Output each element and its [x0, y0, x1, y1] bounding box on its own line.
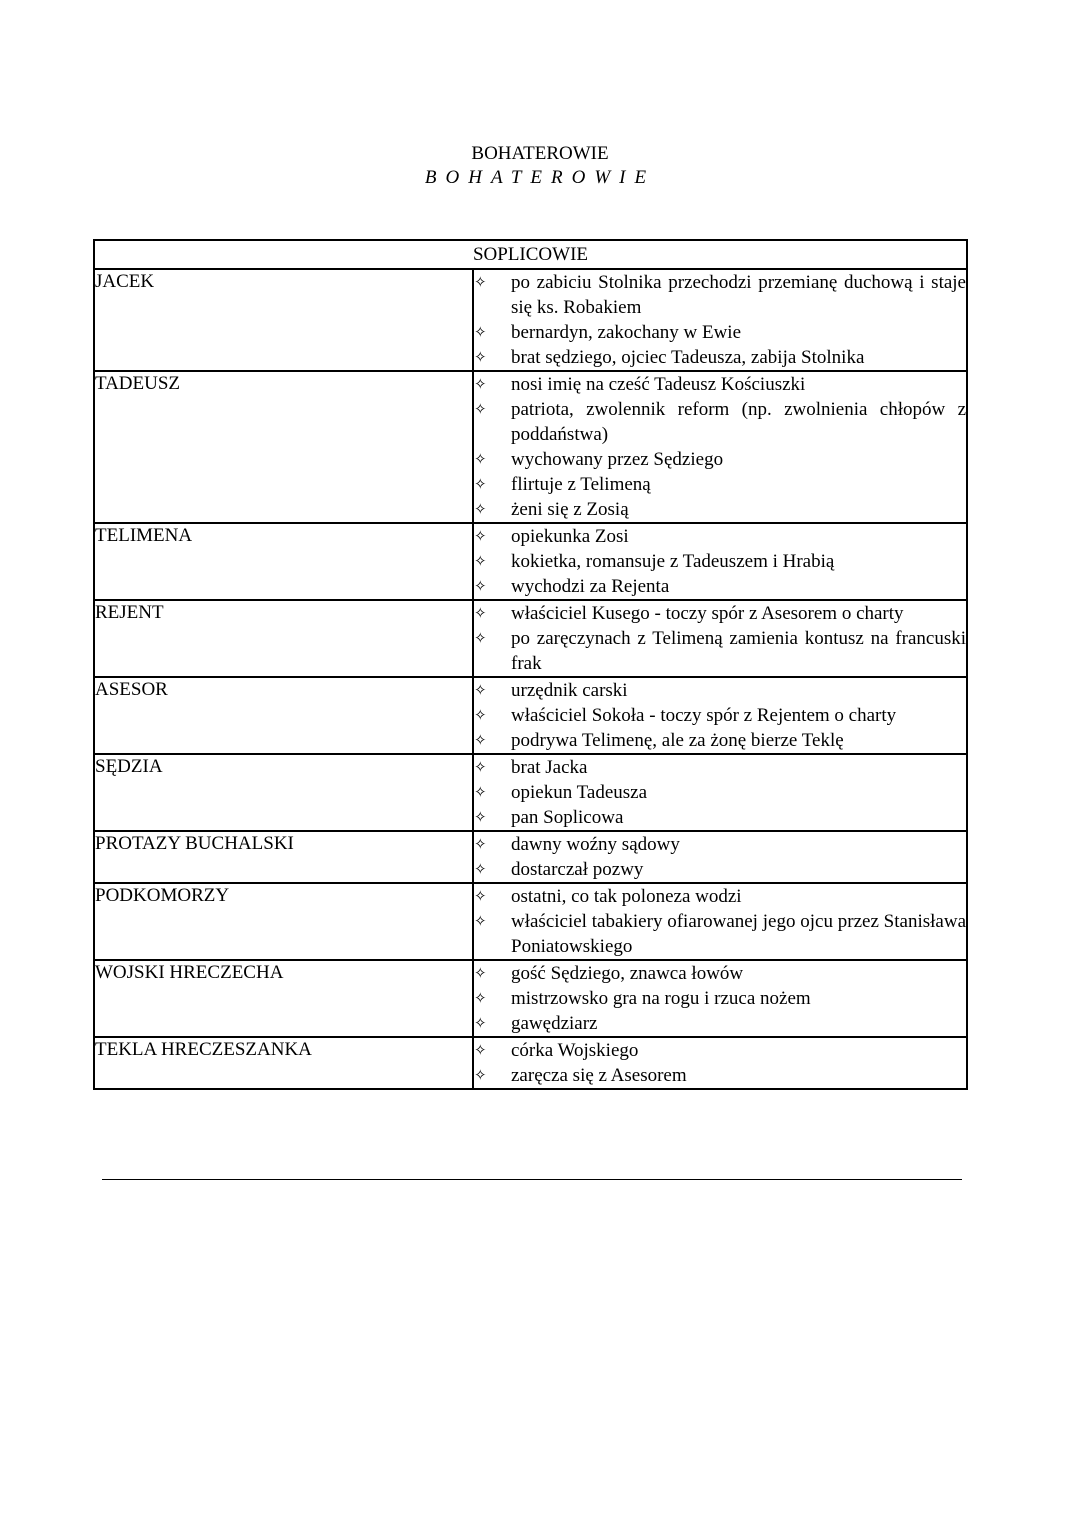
trait-item — [474, 805, 966, 830]
page-title: BOHATEROWIE — [471, 143, 609, 164]
character-description — [473, 831, 967, 883]
four-point-star-icon: ✧ — [474, 912, 487, 930]
character-row — [94, 754, 967, 831]
trait-item — [474, 961, 966, 986]
character-row — [94, 600, 967, 677]
page-subtitle: BOHATEROWIE — [424, 167, 656, 188]
trait-text: ostatni, co tak poloneza wodzi — [511, 886, 742, 907]
trait-list — [474, 270, 966, 370]
trait-text: właściciel Sokoła - toczy spór z Rejentem o charty — [511, 705, 897, 726]
trait-list — [474, 678, 966, 753]
character-row — [94, 960, 967, 1037]
character-row — [94, 523, 967, 600]
character-name: PROTAZY BUCHALSKI — [94, 831, 473, 883]
character-name: TEKLA HRECZESZANKA — [94, 1037, 473, 1089]
trait-text: po zabiciu Stolnika przechodzi przemianę duchową i staje się ks. Robakiem — [511, 272, 966, 318]
four-point-star-icon: ✧ — [474, 1066, 487, 1084]
trait-item — [474, 1038, 966, 1063]
trait-list — [474, 372, 966, 522]
character-description — [473, 1037, 967, 1089]
four-point-star-icon: ✧ — [474, 577, 487, 595]
trait-item — [474, 397, 966, 447]
trait-item — [474, 884, 966, 909]
character-description — [473, 523, 967, 600]
trait-item — [474, 574, 966, 599]
trait-item — [474, 986, 966, 1011]
trait-item — [474, 626, 966, 676]
trait-item — [474, 601, 966, 626]
trait-text: właściciel Kusego - toczy spór z Asesorem o charty — [511, 603, 904, 624]
trait-list — [474, 884, 966, 959]
four-point-star-icon: ✧ — [474, 1014, 487, 1032]
character-name: JACEK — [94, 269, 473, 371]
trait-text: urzędnik carski — [511, 680, 628, 701]
four-point-star-icon: ✧ — [474, 273, 487, 291]
four-point-star-icon: ✧ — [474, 860, 487, 878]
four-point-star-icon: ✧ — [474, 706, 487, 724]
character-name: SĘDZIA — [94, 754, 473, 831]
trait-list — [474, 961, 966, 1036]
trait-list — [474, 601, 966, 676]
trait-item — [474, 678, 966, 703]
character-row — [94, 677, 967, 754]
four-point-star-icon: ✧ — [474, 989, 487, 1007]
section-title: SOPLICOWIE — [94, 240, 967, 269]
trait-item — [474, 1063, 966, 1088]
character-row — [94, 1037, 967, 1089]
four-point-star-icon: ✧ — [474, 527, 487, 545]
trait-text: po zaręczynach z Telimeną zamienia kontusz na francuski frak — [511, 628, 966, 674]
trait-text: zaręcza się z Asesorem — [511, 1065, 687, 1086]
trait-text: brat sędziego, ojciec Tadeusza, zabija Stolnika — [511, 347, 865, 368]
character-name: REJENT — [94, 600, 473, 677]
trait-text: córka Wojskiego — [511, 1040, 639, 1061]
trait-item — [474, 832, 966, 857]
character-row — [94, 831, 967, 883]
trait-text: brat Jacka — [511, 757, 588, 778]
trait-text: opiekunka Zosi — [511, 526, 629, 547]
characters-table-body — [94, 240, 967, 1089]
trait-item — [474, 524, 966, 549]
trait-text: flirtuje z Telimeną — [511, 474, 651, 495]
trait-item — [474, 372, 966, 397]
bottom-divider — [102, 1179, 962, 1180]
four-point-star-icon: ✧ — [474, 475, 487, 493]
character-description — [473, 754, 967, 831]
character-row — [94, 371, 967, 523]
four-point-star-icon: ✧ — [474, 323, 487, 341]
trait-text: mistrzowsko gra na rogu i rzuca nożem — [511, 988, 811, 1009]
trait-text: gawędziarz — [511, 1013, 598, 1034]
trait-item — [474, 497, 966, 522]
trait-item — [474, 909, 966, 959]
four-point-star-icon: ✧ — [474, 400, 487, 418]
character-description — [473, 677, 967, 754]
trait-item — [474, 320, 966, 345]
trait-text: wychowany przez Sędziego — [511, 449, 724, 470]
trait-item — [474, 1011, 966, 1036]
characters-table — [93, 239, 968, 1090]
trait-item — [474, 472, 966, 497]
trait-item — [474, 270, 966, 320]
character-name: WOJSKI HRECZECHA — [94, 960, 473, 1037]
character-name: TADEUSZ — [94, 371, 473, 523]
four-point-star-icon: ✧ — [474, 629, 487, 647]
four-point-star-icon: ✧ — [474, 500, 487, 518]
trait-text: żeni się z Zosią — [511, 499, 629, 520]
four-point-star-icon: ✧ — [474, 964, 487, 982]
trait-text: bernardyn, zakochany w Ewie — [511, 322, 742, 343]
trait-text: gość Sędziego, znawca łowów — [511, 963, 744, 984]
trait-text: podrywa Telimenę, ale za żonę bierze Teklę — [511, 730, 844, 751]
trait-text: właściciel tabakiery ofiarowanej jego ojcu przez Stanisława Poniatowskiego — [511, 911, 966, 957]
trait-text: dawny woźny sądowy — [511, 834, 680, 855]
trait-list — [474, 524, 966, 599]
trait-item — [474, 549, 966, 574]
character-row — [94, 269, 967, 371]
trait-item — [474, 703, 966, 728]
character-name: TELIMENA — [94, 523, 473, 600]
trait-list — [474, 832, 966, 882]
trait-text: patriota, zwolennik reform (np. zwolnienia chłopów z poddaństwa) — [511, 399, 966, 445]
character-description — [473, 371, 967, 523]
character-row — [94, 883, 967, 960]
trait-list — [474, 1038, 966, 1088]
four-point-star-icon: ✧ — [474, 835, 487, 853]
four-point-star-icon: ✧ — [474, 783, 487, 801]
trait-text: nosi imię na cześć Tadeusz Kościuszki — [511, 374, 806, 395]
four-point-star-icon: ✧ — [474, 604, 487, 622]
four-point-star-icon: ✧ — [474, 552, 487, 570]
four-point-star-icon: ✧ — [474, 375, 487, 393]
four-point-star-icon: ✧ — [474, 681, 487, 699]
character-description — [473, 269, 967, 371]
four-point-star-icon: ✧ — [474, 887, 487, 905]
character-name: PODKOMORZY — [94, 883, 473, 960]
trait-text: wychodzi za Rejenta — [511, 576, 670, 597]
trait-item — [474, 780, 966, 805]
trait-item — [474, 447, 966, 472]
trait-text: pan Soplicowa — [511, 807, 624, 828]
trait-text: kokietka, romansuje z Tadeuszem i Hrabią — [511, 551, 835, 572]
four-point-star-icon: ✧ — [474, 450, 487, 468]
four-point-star-icon: ✧ — [474, 731, 487, 749]
trait-list — [474, 755, 966, 830]
character-description — [473, 960, 967, 1037]
trait-item — [474, 755, 966, 780]
section-header-row — [94, 240, 967, 269]
four-point-star-icon: ✧ — [474, 758, 487, 776]
trait-text: opiekun Tadeusza — [511, 782, 648, 803]
trait-item — [474, 857, 966, 882]
trait-item — [474, 728, 966, 753]
character-description — [473, 600, 967, 677]
character-description — [473, 883, 967, 960]
character-name: ASESOR — [94, 677, 473, 754]
four-point-star-icon: ✧ — [474, 808, 487, 826]
four-point-star-icon: ✧ — [474, 348, 487, 366]
trait-text: dostarczał pozwy — [511, 859, 644, 880]
four-point-star-icon: ✧ — [474, 1041, 487, 1059]
trait-item — [474, 345, 966, 370]
